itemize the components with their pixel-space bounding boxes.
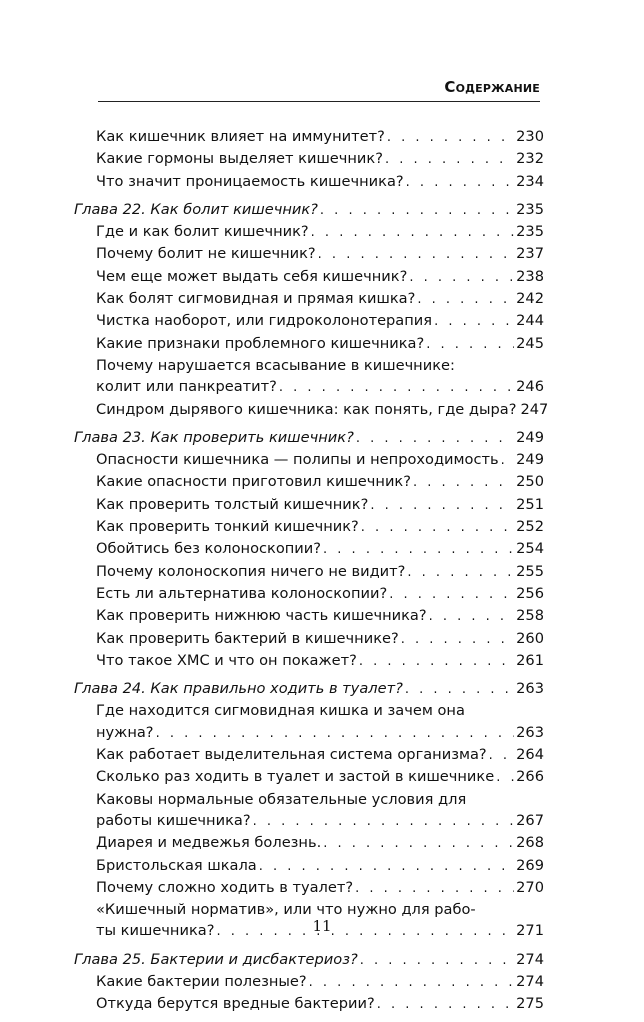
toc-entry-page: 270 bbox=[516, 878, 544, 896]
toc-entry bbox=[74, 266, 544, 288]
toc-entry bbox=[74, 583, 544, 605]
toc-entry bbox=[74, 148, 544, 170]
dot-leader bbox=[401, 629, 514, 650]
toc-entry-title: Откуда берутся вредные бактерии? bbox=[96, 995, 375, 1013]
dot-leader bbox=[417, 289, 514, 310]
toc-entry bbox=[74, 310, 544, 332]
toc-entry-page: 252 bbox=[516, 518, 544, 536]
dot-leader bbox=[156, 723, 515, 744]
toc-entry bbox=[74, 243, 544, 265]
toc-entry-title: нужна? bbox=[96, 723, 154, 741]
toc-entry-title: Почему сложно ходить в туалет? bbox=[96, 878, 354, 896]
dot-leader bbox=[320, 200, 514, 221]
toc-entry-page: 271 bbox=[516, 922, 544, 940]
dot-leader bbox=[406, 172, 514, 193]
toc-entry-page: 237 bbox=[516, 245, 544, 263]
toc-entry bbox=[74, 628, 544, 650]
chapter-heading-page: 263 bbox=[516, 680, 544, 698]
toc-entry bbox=[74, 376, 544, 398]
toc-entry bbox=[74, 333, 544, 355]
toc-entry-page: 234 bbox=[516, 172, 544, 190]
toc-entry-title: Как проверить нижнюю часть кишечника? bbox=[96, 607, 427, 625]
toc-entry-title: Где и как болит кишечник? bbox=[96, 223, 309, 241]
toc-entry-title: Как проверить бактерий в кишечнике? bbox=[96, 629, 399, 647]
dot-leader bbox=[385, 149, 514, 170]
toc-entry-first-line: Каковы нормальные обязательные условия для bbox=[96, 790, 467, 808]
running-header: Содержание bbox=[444, 78, 540, 96]
toc-entry-page: 230 bbox=[516, 128, 544, 145]
dot-leader bbox=[279, 377, 514, 398]
toc-entry-title: Сколько раз ходить в туалет и застой в кишечнике bbox=[96, 768, 495, 786]
toc-entry bbox=[74, 516, 544, 538]
toc-entry-first-line: Почему нарушается всасывание в кишечнике: bbox=[96, 356, 455, 374]
toc-entry-title: Как проверить тонкий кишечник? bbox=[96, 518, 359, 536]
toc-entry-page: 275 bbox=[516, 995, 544, 1013]
toc-entry bbox=[74, 171, 544, 193]
toc-entry bbox=[74, 561, 544, 583]
toc-entry bbox=[74, 722, 544, 744]
toc-entry-page: 267 bbox=[516, 811, 544, 829]
dot-leader bbox=[413, 472, 514, 493]
dot-leader bbox=[407, 562, 514, 583]
toc-entry bbox=[74, 126, 544, 148]
toc-entry-title: Диарея и медвежья болезнь. bbox=[96, 834, 322, 852]
toc-entry-title: Чем еще может выдать себя кишечник? bbox=[96, 267, 408, 285]
chapter-group bbox=[74, 199, 549, 421]
dot-leader bbox=[253, 811, 515, 832]
toc-entry-page: 261 bbox=[516, 651, 544, 669]
toc-entry bbox=[74, 471, 544, 493]
toc-entry-page: 274 bbox=[516, 972, 544, 990]
dot-leader bbox=[389, 584, 514, 605]
toc-entry bbox=[74, 832, 544, 854]
chapter-heading bbox=[74, 949, 544, 971]
toc-entry-first-line: «Кишечный норматив», или что нужно для рабо- bbox=[96, 901, 476, 919]
toc-entry-page: 264 bbox=[516, 746, 544, 764]
chapter-heading-title: Глава 24. Как правильно ходить в туалет? bbox=[74, 680, 403, 698]
toc-entry-title: Почему болит не кишечник? bbox=[96, 245, 316, 263]
toc-entry bbox=[74, 605, 544, 627]
toc-entry-title: ты кишечника? bbox=[96, 922, 215, 940]
chapter-heading-page: 249 bbox=[516, 428, 544, 446]
toc-entry-page: 238 bbox=[516, 267, 544, 285]
toc-entry-title: Какие опасности приготовил кишечник? bbox=[96, 473, 411, 491]
toc-entry-page: 258 bbox=[516, 607, 544, 625]
toc-entry-title: Что такое ХМС и что он покажет? bbox=[96, 651, 357, 669]
dot-leader bbox=[501, 450, 515, 471]
toc-entry bbox=[74, 744, 544, 766]
dot-leader bbox=[405, 679, 514, 700]
chapters-list bbox=[74, 199, 549, 1016]
toc-entry bbox=[74, 494, 544, 516]
toc-entry bbox=[74, 971, 544, 993]
toc-entry-page: 255 bbox=[516, 562, 544, 580]
toc-entry-title: работы кишечника? bbox=[96, 811, 251, 829]
table-of-contents bbox=[74, 126, 549, 1022]
dot-leader bbox=[355, 878, 514, 899]
continuation-group bbox=[74, 126, 544, 193]
dot-leader bbox=[429, 606, 515, 627]
toc-entry-page: 254 bbox=[516, 540, 544, 558]
chapter-heading bbox=[74, 199, 544, 221]
dot-leader bbox=[259, 856, 514, 877]
chapter-group bbox=[74, 678, 544, 943]
dot-leader bbox=[496, 767, 514, 788]
dot-leader bbox=[387, 127, 514, 148]
toc-entry-title: Какие признаки проблемного кишечника? bbox=[96, 334, 425, 352]
toc-entry bbox=[74, 449, 544, 471]
toc-entry bbox=[74, 766, 544, 788]
toc-entry bbox=[74, 993, 544, 1015]
toc-entry bbox=[74, 221, 544, 243]
toc-entry-title: Синдром дырявого кишечника: как понять, где дыра? bbox=[96, 400, 517, 418]
toc-entry-title: Обойтись без колоноскопии? bbox=[96, 540, 322, 558]
dot-leader bbox=[323, 539, 514, 560]
toc-entry-title: Почему колоноскопия ничего не видит? bbox=[96, 562, 406, 580]
dot-leader bbox=[318, 244, 514, 265]
dot-leader bbox=[311, 222, 514, 243]
dot-leader bbox=[434, 311, 514, 332]
header-rule bbox=[98, 101, 540, 102]
chapter-heading-page: 274 bbox=[516, 950, 544, 968]
toc-entry-title: колит или панкреатит? bbox=[96, 378, 277, 396]
toc-entry bbox=[74, 855, 544, 877]
chapter-heading bbox=[74, 678, 544, 700]
dot-leader bbox=[426, 334, 514, 355]
toc-entry-page: 250 bbox=[516, 473, 544, 491]
toc-entry-title: Чистка наоборот, или гидроколонотерапия bbox=[96, 312, 433, 330]
chapter-heading-page: 235 bbox=[516, 200, 544, 218]
toc-entry-title: Что значит проницаемость кишечника? bbox=[96, 172, 404, 190]
toc-entry bbox=[74, 650, 544, 672]
toc-entry-title: Есть ли альтернатива колоноскопии? bbox=[96, 584, 388, 602]
toc-entry-title: Бристольская шкала bbox=[96, 856, 257, 874]
toc-entry-page: 245 bbox=[516, 334, 544, 352]
toc-entry-title: Как болят сигмовидная и прямая кишка? bbox=[96, 290, 416, 308]
toc-entry bbox=[74, 877, 544, 899]
chapter-heading-title: Глава 22. Как болит кишечник? bbox=[74, 200, 318, 218]
toc-entry bbox=[74, 538, 544, 560]
toc-entry-page: 260 bbox=[516, 629, 544, 647]
toc-entry-title: Какие бактерии полезные? bbox=[96, 972, 307, 990]
toc-entry-page: 256 bbox=[516, 584, 544, 602]
toc-entry-title: Опасности кишечника — полипы и непроходимость bbox=[96, 451, 499, 469]
dot-leader bbox=[360, 950, 514, 971]
toc-entry-title: Какие гормоны выделяет кишечник? bbox=[96, 150, 383, 168]
dot-leader bbox=[489, 745, 514, 766]
chapter-heading-title: Глава 23. Как проверить кишечник? bbox=[74, 428, 354, 446]
toc-entry bbox=[74, 288, 544, 310]
toc-entry-page: 244 bbox=[516, 312, 544, 330]
dot-leader bbox=[370, 495, 514, 516]
toc-entry-page: 247 bbox=[520, 400, 549, 418]
chapter-heading bbox=[74, 427, 544, 449]
toc-entry-page: 268 bbox=[516, 834, 544, 852]
dot-leader bbox=[361, 517, 514, 538]
toc-entry-page: 266 bbox=[516, 768, 544, 786]
toc-entry bbox=[74, 810, 544, 832]
dot-leader bbox=[323, 833, 514, 854]
toc-entry-page: 269 bbox=[516, 856, 544, 874]
toc-entry-page: 246 bbox=[516, 378, 544, 396]
toc-entry-page: 263 bbox=[516, 723, 544, 741]
dot-leader bbox=[409, 267, 514, 288]
toc-entry-first-line: Где находится сигмовидная кишка и зачем она bbox=[96, 702, 465, 720]
toc-entry-page: 242 bbox=[516, 290, 544, 308]
toc-entry-page: 235 bbox=[516, 223, 544, 241]
dot-leader bbox=[359, 651, 514, 672]
chapter-group bbox=[74, 949, 544, 1016]
chapter-group bbox=[74, 427, 544, 672]
page-number: 11 bbox=[312, 917, 332, 935]
toc-entry-title: Как кишечник влияет на иммунитет? bbox=[96, 128, 385, 145]
dot-leader bbox=[356, 428, 514, 449]
toc-entry-page: 232 bbox=[516, 150, 544, 168]
toc-entry-title: Как работает выделительная система организма? bbox=[96, 746, 487, 764]
toc-entry bbox=[74, 399, 549, 421]
dot-leader bbox=[377, 994, 514, 1015]
chapter-heading-title: Глава 25. Бактерии и дисбактериоз? bbox=[74, 950, 358, 968]
toc-entry-page: 251 bbox=[516, 495, 544, 513]
toc-entry-title: Как проверить толстый кишечник? bbox=[96, 495, 369, 513]
dot-leader bbox=[309, 972, 514, 993]
toc-entry-page: 249 bbox=[516, 451, 544, 469]
